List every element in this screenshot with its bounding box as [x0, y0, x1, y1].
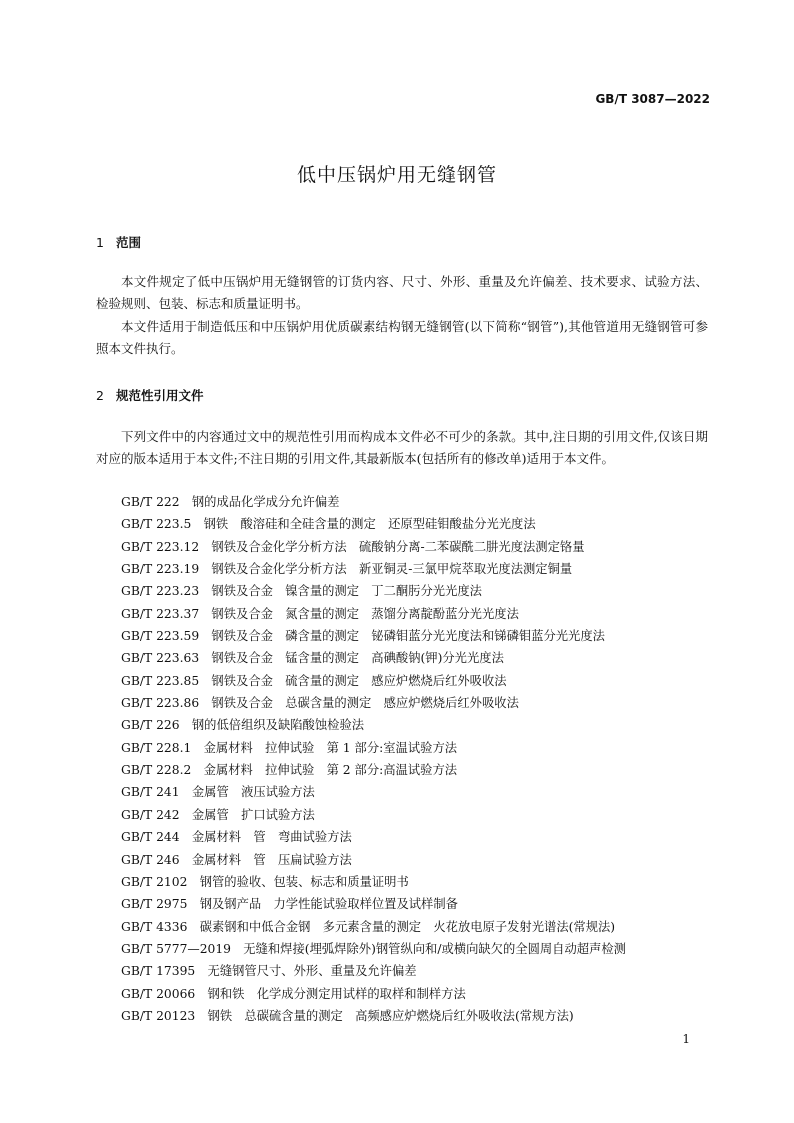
reference-item: GB/T 20123 钢铁 总碳硫含量的测定 高频感应炉燃烧后红外吸收法(常规方法) — [121, 1008, 574, 1023]
reference-item: GB/T 223.19 钢铁及合金化学分析方法 新亚铜灵-三氯甲烷萃取光度法测定铜量 — [121, 562, 573, 577]
section-2-paragraph-1: 下列文件中的内容通过文中的规范性引用而构成本文件必不可少的条款。其中,注日期的引用文件,仅该日期对应的版本适用于本文件;不注日期的引用文件,其最新版本(包括所有的修改单)适用于本文件。 — [96, 429, 708, 466]
standard-number: GB/T 3087—2022 — [595, 92, 710, 106]
reference-item: GB/T 2975 钢及钢产品 力学性能试验取样位置及试样制备 — [121, 897, 458, 912]
reference-item: GB/T 223.85 钢铁及合金 硫含量的测定 感应炉燃烧后红外吸收法 — [121, 673, 507, 688]
reference-item: GB/T 223.5 钢铁 酸溶硅和全硅含量的测定 还原型硅钼酸盐分光光度法 — [121, 517, 536, 532]
reference-item: GB/T 2102 钢管的验收、包装、标志和质量证明书 — [121, 874, 409, 889]
document-title: 低中压锅炉用无缝钢管 — [296, 164, 497, 186]
section-1-paragraph-1: 本文件规定了低中压锅炉用无缝钢管的订货内容、尺寸、外形、重量及允许偏差、技术要求、试验方法、检验规则、包装、标志和质量证明书。 — [96, 274, 708, 311]
reference-item: GB/T 223.86 钢铁及合金 总碳含量的测定 感应炉燃烧后红外吸收法 — [121, 696, 519, 711]
reference-item: GB/T 228.1 金属材料 拉伸试验 第 1 部分:室温试验方法 — [121, 740, 458, 755]
reference-item: GB/T 5777—2019 无缝和焊接(埋弧焊除外)钢管纵向和/或横向缺欠的全圆周自动超声检测 — [121, 941, 626, 956]
reference-item: GB/T 223.37 钢铁及合金 氮含量的测定 蒸馏分离靛酚蓝分光光度法 — [121, 606, 519, 621]
reference-item: GB/T 223.12 钢铁及合金化学分析方法 硫酸钠分离-二苯碳酰二肼光度法测定铬量 — [121, 539, 585, 554]
page-number: 1 — [682, 1032, 690, 1046]
reference-item: GB/T 223.63 钢铁及合金 锰含量的测定 高碘酸钠(钾)分光光度法 — [121, 651, 504, 666]
section-2-number: 2 — [96, 388, 104, 403]
reference-item: GB/T 222 钢的成品化学成分允许偏差 — [121, 495, 340, 509]
reference-item: GB/T 246 金属材料 管 压扁试验方法 — [121, 852, 352, 867]
normative-references-list — [121, 491, 711, 1027]
reference-item: GB/T 17395 无缝钢管尺寸、外形、重量及允许偏差 — [121, 964, 417, 979]
section-1-heading — [96, 233, 141, 251]
reference-item: GB/T 241 金属管 液压试验方法 — [121, 785, 315, 800]
reference-item: GB/T 228.2 金属材料 拉伸试验 第 2 部分:高温试验方法 — [121, 763, 458, 778]
section-2-title: 规范性引用文件 — [116, 388, 204, 403]
reference-item: GB/T 244 金属材料 管 弯曲试验方法 — [121, 830, 352, 845]
reference-item: GB/T 20066 钢和铁 化学成分测定用试样的取样和制样方法 — [121, 986, 466, 1001]
reference-item: GB/T 223.59 钢铁及合金 磷含量的测定 铋磷钼蓝分光光度法和锑磷钼蓝分光光度法 — [121, 629, 605, 644]
reference-item: GB/T 242 金属管 扩口试验方法 — [121, 807, 315, 822]
section-2-heading — [96, 386, 204, 404]
section-1-number: 1 — [96, 235, 104, 250]
reference-item: GB/T 4336 碳素钢和中低合金钢 多元素含量的测定 火花放电原子发射光谱法(常规法) — [121, 919, 616, 934]
reference-item: GB/T 226 钢的低倍组织及缺陷酸蚀检验法 — [121, 718, 365, 733]
section-1-title: 范围 — [116, 235, 142, 250]
section-1-paragraph-2: 本文件适用于制造低压和中压锅炉用优质碳素结构钢无缝钢管(以下简称“钢管”),其他管道用无缝钢管可参照本文件执行。 — [96, 319, 708, 356]
reference-item: GB/T 223.23 钢铁及合金 镍含量的测定 丁二酮肟分光光度法 — [121, 584, 482, 599]
